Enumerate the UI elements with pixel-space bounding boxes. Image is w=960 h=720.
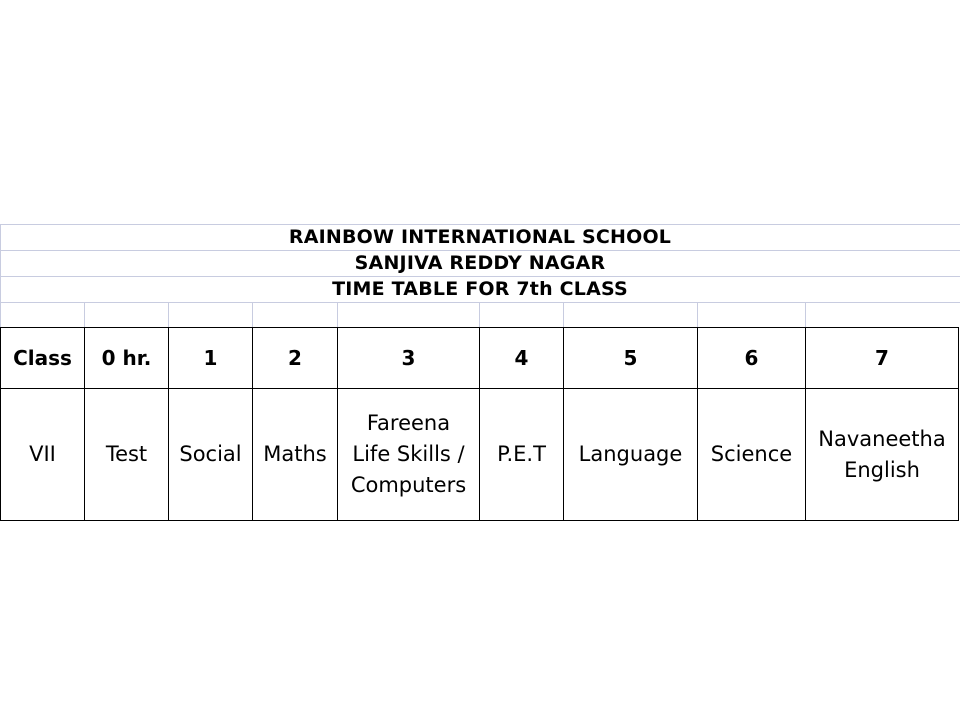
- header-cell: 7: [806, 328, 959, 389]
- period-line: Fareena: [366, 411, 451, 435]
- period-line: P.E.T: [497, 442, 546, 466]
- blank-spacer-row: [0, 302, 960, 329]
- period-line: Computers: [350, 473, 467, 497]
- header-cell: 6: [698, 328, 806, 389]
- header-cell: 1: [169, 328, 253, 389]
- timetable-table: [0, 327, 959, 521]
- period-line: Science: [710, 442, 793, 466]
- timetable-title: TIME TABLE FOR 7th CLASS: [0, 276, 960, 302]
- period-cell: [169, 389, 253, 521]
- header-cell: 3: [338, 328, 480, 389]
- school-name: RAINBOW INTERNATIONAL SCHOOL: [0, 224, 960, 250]
- period-line: Maths: [263, 442, 327, 466]
- timetable-header-row: [1, 328, 959, 389]
- period-cell: [564, 389, 698, 521]
- header-cell: 2: [253, 328, 338, 389]
- period-cell: [480, 389, 564, 521]
- period-line: Test: [105, 442, 148, 466]
- header-cell: 5: [564, 328, 698, 389]
- period-cell: [338, 389, 480, 521]
- period-cell: [253, 389, 338, 521]
- period-line: Social: [179, 442, 242, 466]
- period-line: Life Skills /: [352, 442, 465, 466]
- period-cell: [698, 389, 806, 521]
- period-line: Language: [578, 442, 683, 466]
- header-cell: 4: [480, 328, 564, 389]
- header-cell: Class: [1, 328, 85, 389]
- timetable-row: [1, 389, 959, 521]
- period-cell: [806, 389, 959, 521]
- school-location: SANJIVA REDDY NAGAR: [0, 250, 960, 276]
- class-cell: VII: [1, 389, 85, 521]
- header-cell: 0 hr.: [85, 328, 169, 389]
- period-line: English: [844, 457, 920, 482]
- spreadsheet: [0, 224, 960, 497]
- period-cell: [85, 389, 169, 521]
- period-line: Navaneetha: [818, 426, 946, 451]
